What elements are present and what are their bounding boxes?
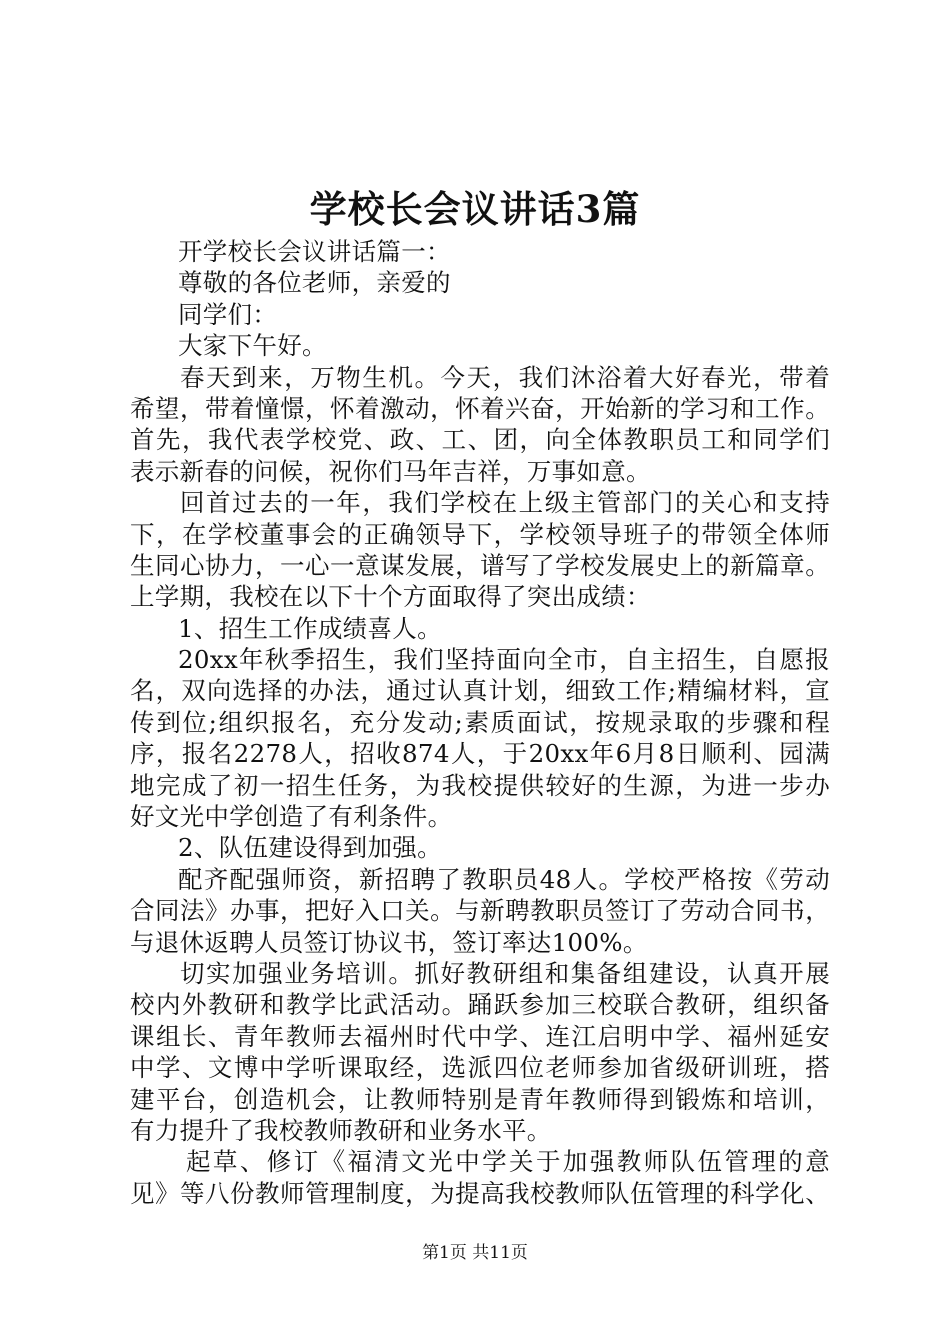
text-line: 序，报名2278人，招收874人，于20xx年6月8日顺利、园满 — [130, 739, 830, 769]
text-line: 2、队伍建设得到加强。 — [178, 833, 442, 863]
text-line: 中学、文博中学听课取经，选派四位老师参加省级研训班，搭 — [130, 1053, 830, 1083]
text-line: 大家下午好。 — [178, 331, 327, 361]
text-line: 有力提升了我校教师教研和业务水平。 — [130, 1115, 552, 1145]
text-line: 见》等八份教师管理制度，为提高我校教师队伍管理的科学化、 — [130, 1178, 830, 1208]
text-line: 1、招生工作成绩喜人。 — [178, 613, 442, 643]
text-line: 建平台，创造机会，让教师特别是青年教师得到锻炼和培训， — [130, 1084, 830, 1114]
text-line: 生同心协力，一心一意谋发展，谱写了学校发展史上的新篇章。 — [130, 550, 830, 580]
text-line: 同学们： — [178, 299, 278, 329]
text-line: 切实加强业务培训。抓好教研组和集备组建设，认真开展 — [180, 958, 830, 988]
text-line: 名，双向选择的办法，通过认真计划，细致工作;精编材料，宣 — [130, 676, 830, 706]
text-line: 表示新春的问候，祝你们马年吉祥，万事如意。 — [130, 456, 651, 486]
text-line: 20xx年秋季招生，我们坚持面向全市，自主招生，自愿报 — [178, 645, 830, 675]
text-line: 回首过去的一年，我们学校在上级主管部门的关心和支持 — [180, 488, 830, 518]
text-line: 春天到来，万物生机。今天，我们沐浴着大好春光，带着 — [180, 362, 830, 392]
text-line: 希望，带着憧憬，怀着激动，怀着兴奋，开始新的学习和工作。 — [130, 393, 830, 423]
document-body — [130, 236, 830, 1209]
text-line: 尊敬的各位老师，亲爱的 — [178, 268, 451, 298]
text-line: 合同法》办事，把好入口关。与新聘教职员签订了劳动合同书， — [130, 896, 830, 926]
text-line: 配齐配强师资，新招聘了教职员48人。学校严格按《劳动 — [178, 864, 830, 894]
page-footer: 第1页 共11页 — [422, 1243, 528, 1263]
text-line: 校内外教研和教学比武活动。踊跃参加三校联合教研，组织备 — [130, 990, 830, 1020]
text-line: 与退休返聘人员签订协议书，签订率达100%。 — [130, 927, 648, 957]
text-line: 好文光中学创造了有利条件。 — [130, 802, 453, 832]
text-line: 传到位;组织报名，充分发动;素质面试，按规录取的步骤和程 — [130, 707, 830, 737]
text-line: 地完成了初一招生任务，为我校提供较好的生源，为进一步办 — [130, 770, 830, 800]
text-line: 下，在学校董事会的正确领导下，学校领导班子的带领全体师 — [130, 519, 830, 549]
text-line: 起草、修订《福清文光中学关于加强教师队伍管理的意 — [186, 1147, 830, 1177]
document-title: 学校长会议讲话3篇 — [309, 187, 641, 231]
text-line: 上学期，我校在以下十个方面取得了突出成绩： — [130, 582, 651, 612]
text-line: 首先，我代表学校党、政、工、团，向全体教职员工和同学们 — [130, 425, 830, 455]
text-line: 课组长、青年教师去福州时代中学、连江启明中学、福州延安 — [130, 1021, 830, 1051]
text-line: 开学校长会议讲话篇一： — [178, 237, 451, 266]
